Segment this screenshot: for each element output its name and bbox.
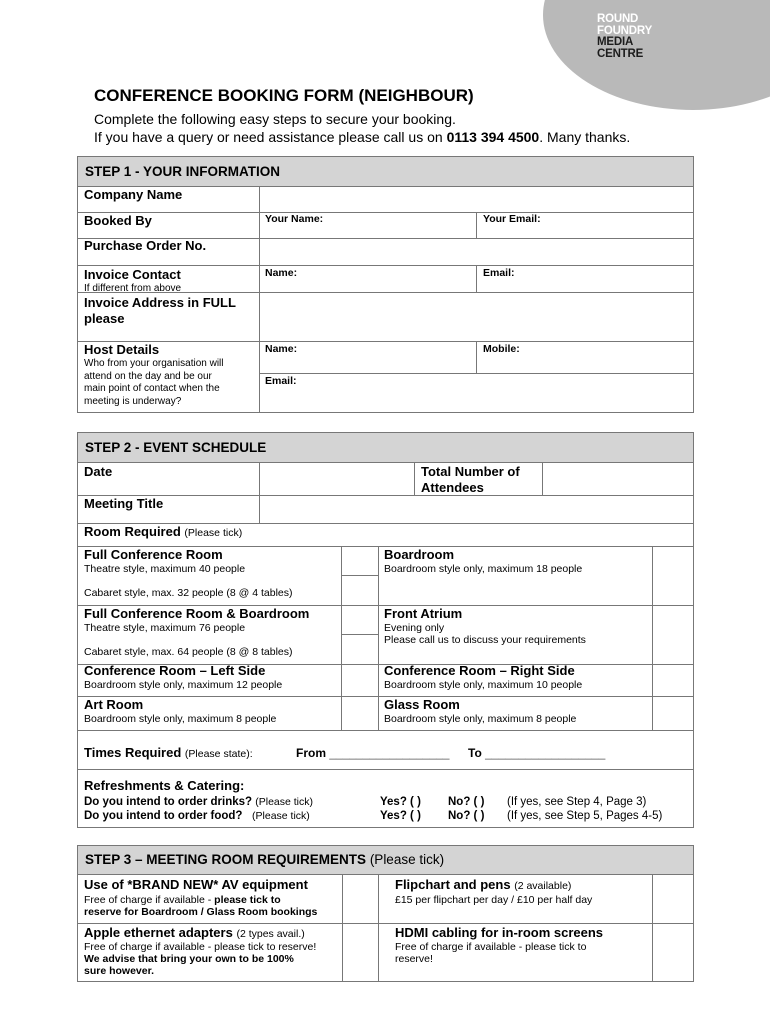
host-name-field[interactable]: Name: bbox=[265, 343, 298, 355]
refreshments-label: Refreshments & Catering: bbox=[84, 778, 245, 793]
step1-heading: STEP 1 - YOUR INFORMATION bbox=[78, 157, 693, 187]
room-desc: Cabaret style, max. 64 people (8 @ 8 tables) bbox=[84, 646, 293, 658]
room-full-conference-boardroom: Full Conference Room & Boardroom bbox=[84, 606, 310, 621]
room-desc: Theatre style, maximum 40 people bbox=[84, 563, 246, 575]
room-boardroom: Boardroom bbox=[384, 547, 455, 562]
room-desc: Boardroom style only, maximum 10 people bbox=[384, 679, 583, 691]
apple-desc: Free of charge if available - please tick to reserve! bbox=[84, 941, 317, 953]
your-name-field[interactable]: Your Name: bbox=[265, 213, 324, 225]
company-name-field[interactable] bbox=[260, 187, 693, 212]
invoice-address-label: Invoice Address in FULL bbox=[84, 295, 236, 310]
tick-conf-left[interactable] bbox=[342, 665, 378, 696]
room-desc: Theatre style, maximum 76 people bbox=[84, 622, 246, 634]
times-required-label: Times Required (Please state): bbox=[84, 745, 253, 760]
flipchart-desc: £15 per flipchart per day / £10 per half day bbox=[395, 894, 593, 906]
tick-boardroom[interactable] bbox=[653, 547, 693, 605]
invoice-address-field[interactable] bbox=[260, 293, 693, 341]
host-details-label: Host Details bbox=[84, 342, 160, 357]
drinks-no[interactable]: No? ( ) bbox=[448, 796, 485, 808]
attendees-field[interactable] bbox=[543, 463, 693, 495]
room-full-conference: Full Conference Room bbox=[84, 547, 223, 562]
food-yes[interactable]: Yes? ( ) bbox=[380, 810, 421, 822]
room-conference-left: Conference Room – Left Side bbox=[84, 663, 266, 678]
flipchart-label: Flipchart and pens (2 available) bbox=[395, 877, 572, 892]
tick-full-conf-board-cabaret[interactable] bbox=[342, 635, 378, 664]
meeting-title-label: Meeting Title bbox=[84, 496, 164, 511]
tick-full-conf-theatre[interactable] bbox=[342, 547, 378, 575]
tick-av-equipment[interactable] bbox=[343, 876, 378, 923]
room-art-room: Art Room bbox=[84, 697, 144, 712]
tick-conf-right[interactable] bbox=[653, 665, 693, 696]
apple-desc-2: We advise that bring your own to be 100% bbox=[84, 953, 294, 965]
room-desc: Boardroom style only, maximum 18 people bbox=[384, 563, 583, 575]
step2-heading: STEP 2 - EVENT SCHEDULE bbox=[78, 433, 693, 463]
room-front-atrium: Front Atrium bbox=[384, 606, 463, 621]
food-info: (If yes, see Step 5, Pages 4-5) bbox=[507, 810, 663, 822]
hdmi-desc: Free of charge if available - please tick to bbox=[395, 941, 587, 953]
room-desc: Boardroom style only, maximum 8 people bbox=[384, 713, 577, 725]
room-glass-room: Glass Room bbox=[384, 697, 460, 712]
room-required-label: Room Required (Please tick) bbox=[84, 524, 243, 539]
room-desc: Evening only bbox=[384, 622, 445, 634]
room-desc: Please call us to discuss your requirements bbox=[384, 634, 586, 646]
food-question: Do you intend to order food? (Please tick) bbox=[84, 810, 310, 822]
drinks-question: Do you intend to order drinks? (Please tick) bbox=[84, 796, 313, 808]
av-desc: Free of charge if available - please tick to bbox=[84, 894, 281, 906]
tick-art-room[interactable] bbox=[342, 697, 378, 730]
meeting-title-field[interactable] bbox=[260, 496, 693, 523]
step3-heading: STEP 3 – MEETING ROOM REQUIREMENTS (Please tick) bbox=[78, 846, 693, 875]
date-label: Date bbox=[84, 464, 113, 479]
tick-hdmi[interactable] bbox=[653, 924, 693, 981]
host-email-field[interactable]: Email: bbox=[265, 375, 297, 387]
step3-section bbox=[77, 845, 694, 982]
room-desc: Boardroom style only, maximum 8 people bbox=[84, 713, 277, 725]
apple-adapters-label: Apple ethernet adapters (2 types avail.) bbox=[84, 925, 305, 940]
intro-text: Complete the following easy steps to secure your booking. If you have a query or need assistance please call us on 0113 394 4500. Many thanks. bbox=[94, 111, 631, 145]
tick-full-conf-cabaret[interactable] bbox=[342, 576, 378, 605]
av-desc-2: reserve for Boardroom / Glass Room bookings bbox=[84, 906, 318, 918]
host-mobile-field[interactable]: Mobile: bbox=[483, 343, 520, 355]
tick-full-conf-board-theatre[interactable] bbox=[342, 606, 378, 634]
time-to-field[interactable]: To __________________ bbox=[468, 746, 606, 760]
drinks-yes[interactable]: Yes? ( ) bbox=[380, 796, 421, 808]
tick-apple-adapters[interactable] bbox=[343, 924, 378, 981]
invoice-address-label-2: please bbox=[84, 311, 125, 326]
tick-front-atrium[interactable] bbox=[653, 606, 693, 664]
date-field[interactable] bbox=[260, 463, 414, 495]
attendees-label: Total Number of Attendees bbox=[421, 464, 520, 495]
phone-number: 0113 394 4500 bbox=[446, 129, 540, 145]
invoice-email-field[interactable]: Email: bbox=[483, 267, 515, 279]
invoice-contact-label: Invoice Contact bbox=[84, 267, 181, 282]
invoice-contact-note: If different from above bbox=[84, 283, 182, 294]
room-desc: Boardroom style only, maximum 12 people bbox=[84, 679, 283, 691]
drinks-info: (If yes, see Step 4, Page 3) bbox=[507, 796, 647, 808]
apple-desc-3: sure however. bbox=[84, 965, 155, 977]
your-email-field[interactable]: Your Email: bbox=[483, 213, 541, 225]
time-from-field[interactable]: From __________________ bbox=[296, 746, 450, 760]
hdmi-label: HDMI cabling for in-room screens bbox=[395, 925, 604, 940]
purchase-order-field[interactable] bbox=[260, 239, 693, 265]
av-equipment-label: Use of *BRAND NEW* AV equipment bbox=[84, 877, 308, 892]
room-conference-right: Conference Room – Right Side bbox=[384, 663, 575, 678]
invoice-name-field[interactable]: Name: bbox=[265, 267, 298, 279]
step1-section bbox=[77, 156, 694, 413]
tick-glass-room[interactable] bbox=[653, 697, 693, 730]
host-note: Who from your organisation will attend on the day and be our main point of contact when the meeting is underway? bbox=[84, 358, 224, 407]
room-desc: Cabaret style, max. 32 people (8 @ 4 tables) bbox=[84, 587, 293, 599]
logo-circle bbox=[543, 0, 770, 110]
hdmi-desc-2: reserve! bbox=[395, 953, 433, 965]
form-title: CONFERENCE BOOKING FORM (NEIGHBOUR) bbox=[94, 86, 474, 105]
tick-flipchart[interactable] bbox=[653, 876, 693, 923]
booked-by-label: Booked By bbox=[84, 213, 152, 228]
logo: ROUND FOUNDRY MEDIA CENTRE bbox=[597, 13, 653, 60]
step2-section bbox=[77, 432, 694, 828]
food-no[interactable]: No? ( ) bbox=[448, 810, 485, 822]
company-name-label: Company Name bbox=[84, 187, 183, 202]
purchase-order-label: Purchase Order No. bbox=[84, 238, 207, 253]
